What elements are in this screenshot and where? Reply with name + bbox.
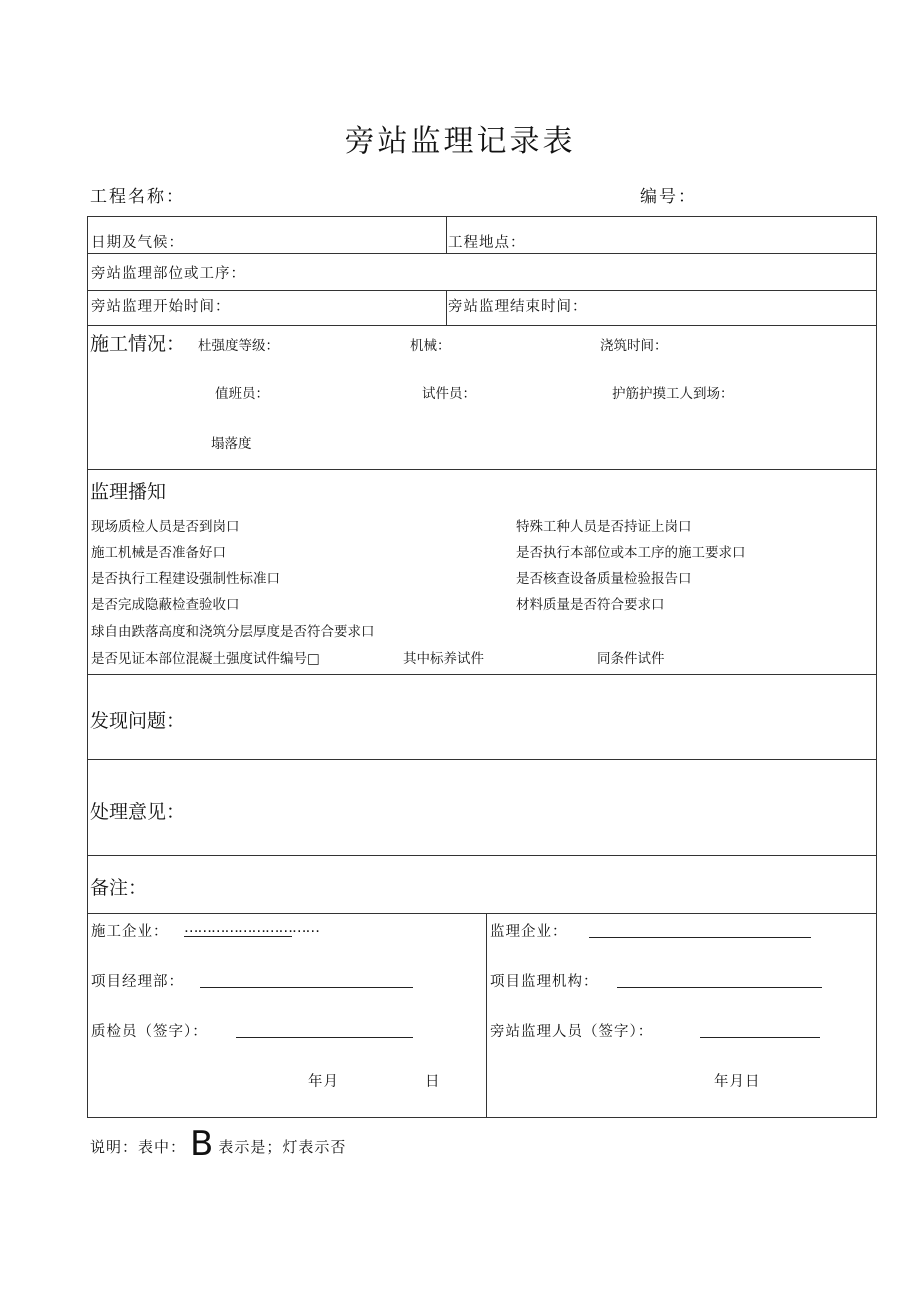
check-item[interactable]: 是否执行工程建设强制性标准口 — [91, 571, 280, 587]
footnote — [90, 1124, 346, 1164]
check-item[interactable]: 是否见证本部位混凝土强度试件编号□ — [91, 651, 320, 667]
issues-field[interactable]: 发现问题： — [90, 710, 186, 732]
standard-cure-specimen[interactable]: 其中标养试件 — [403, 651, 484, 667]
handling-field[interactable]: 处理意见： — [90, 801, 186, 823]
row-divider — [88, 469, 876, 470]
check-item[interactable]: 是否执行本部位或本工序的施工要求口 — [516, 545, 746, 561]
row-divider — [88, 325, 876, 326]
column-divider — [446, 290, 447, 325]
right-date[interactable]: 年月日 — [714, 1074, 761, 1090]
check-item[interactable]: 特殊工种人员是否持证上岗口 — [516, 519, 692, 535]
check-item[interactable]: 是否核查设备质量检验报告口 — [516, 571, 692, 587]
date-weather-field[interactable]: 日期及气候： — [91, 235, 184, 251]
same-condition-specimen[interactable]: 同条件试件 — [597, 651, 665, 667]
row-divider — [88, 290, 876, 291]
column-divider — [446, 217, 447, 253]
check-item[interactable]: 球自由跌落高度和浇筑分层厚度是否符合要求口 — [91, 624, 375, 640]
supervisor-label: 旁站监理人员（签字）： — [490, 1024, 654, 1040]
project-manager-label: 项目经理部： — [91, 974, 184, 990]
supervision-part-field[interactable]: 旁站监理部位或工序： — [91, 266, 246, 282]
duty-staff-field[interactable]: 值班员： — [215, 386, 269, 402]
location-field[interactable]: 工程地点： — [448, 235, 526, 251]
column-divider — [486, 913, 487, 1117]
start-time-field[interactable]: 旁站监理开始时间： — [91, 299, 231, 315]
rebar-workers-field[interactable]: 护筋护摸工人到场： — [612, 386, 734, 402]
pillar-strength-field[interactable]: 杜强度等级： — [198, 338, 279, 354]
project-name-label: 工程名称： — [90, 187, 185, 207]
construction-heading: 施工情况： — [90, 333, 186, 355]
company-underline — [184, 936, 292, 937]
manager-signature-line[interactable] — [200, 987, 413, 988]
check-item[interactable]: 现场质检人员是否到岗口 — [91, 519, 240, 535]
construction-company-label: 施工企业： — [91, 924, 169, 940]
tester-field[interactable]: 试件员： — [422, 386, 476, 402]
machinery-field[interactable]: 机械： — [410, 338, 451, 354]
left-date-day[interactable]: 日 — [425, 1074, 441, 1090]
supervision-org-line[interactable] — [617, 987, 822, 988]
left-date-year-month[interactable]: 年月 — [308, 1074, 339, 1090]
footnote-prefix: 说明：表中： — [90, 1138, 187, 1156]
supervision-org-label: 项目监理机构： — [490, 974, 599, 990]
slump-field[interactable]: 塌落度 — [211, 436, 252, 452]
record-form — [87, 216, 877, 1118]
supervision-company-label: 监理企业： — [490, 924, 568, 940]
end-time-field[interactable]: 旁站监理结束时间： — [448, 299, 588, 315]
row-divider — [88, 855, 876, 856]
construction-company-dots[interactable]: ………………………… — [184, 920, 319, 936]
supervisor-signature-line[interactable] — [700, 1037, 820, 1038]
supervision-heading: 监理播知 — [90, 481, 167, 503]
check-item[interactable]: 材料质量是否符合要求口 — [516, 597, 665, 613]
page-title: 旁站监理记录表 — [344, 124, 576, 159]
pour-time-field[interactable]: 浇筑时间： — [600, 338, 668, 354]
row-divider — [88, 913, 876, 914]
inspector-label: 质检员（签字）： — [91, 1024, 208, 1040]
row-divider — [88, 253, 876, 254]
number-label: 编号： — [640, 187, 697, 207]
supervision-company-line[interactable] — [589, 937, 811, 938]
row-divider — [88, 674, 876, 675]
row-divider — [88, 759, 876, 760]
remarks-field[interactable]: 备注： — [90, 877, 148, 899]
footnote-suffix: 表示是；灯表示否 — [218, 1138, 347, 1156]
yes-mark: B — [190, 1124, 215, 1164]
check-item[interactable]: 施工机械是否准备好口 — [91, 545, 226, 561]
check-item[interactable]: 是否完成隐蔽检查验收口 — [91, 597, 240, 613]
inspector-signature-line[interactable] — [236, 1037, 413, 1038]
